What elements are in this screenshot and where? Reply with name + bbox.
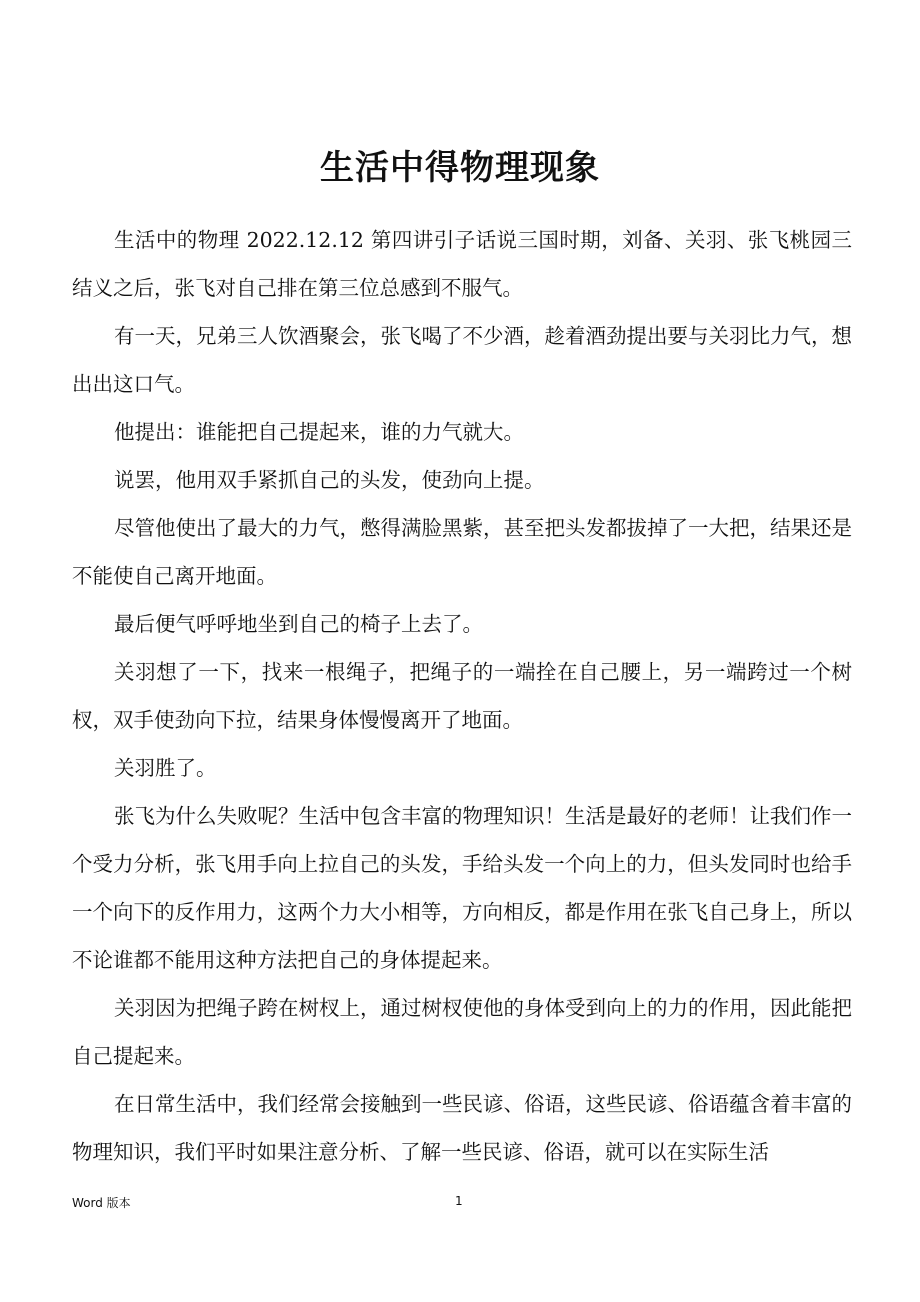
document-body <box>72 216 852 1176</box>
paragraph: 他提出：谁能把自己提起来，谁的力气就大。 <box>114 420 524 444</box>
footer-label: Word 版本 <box>72 1196 131 1210</box>
paragraph: 关羽胜了。 <box>114 756 217 780</box>
paragraph: 张飞为什么失败呢？生活中包含丰富的物理知识！生活是最好的老师！让我们作一个受力分析，张飞用手向上拉自己的头发，手给头发一个向上的力，但头发同时也给手一个向下的反作用力，这两个力大小相等，方向相反，都是作用在张飞自己身上，所以不论谁都不能用这种方法把自己的身体提起来。 <box>72 804 852 972</box>
paragraph: 尽管他使出了最大的力气，憋得满脸黑紫，甚至把头发都拔掉了一大把，结果还是不能使自己离开地面。 <box>72 516 852 588</box>
paragraph: 生活中的物理 2022.12.12 第四讲引子话说三国时期，刘备、关羽、张飞桃园三结义之后，张飞对自己排在第三位总感到不服气。 <box>72 228 852 300</box>
document-title: 生活中得物理现象 <box>320 148 600 188</box>
paragraph: 说罢，他用双手紧抓自己的头发，使劲向上提。 <box>114 468 545 492</box>
paragraph: 关羽想了一下，找来一根绳子，把绳子的一端拴在自己腰上，另一端跨过一个树杈，双手使劲向下拉，结果身体慢慢离开了地面。 <box>72 660 852 732</box>
paragraph: 最后便气呼呼地坐到自己的椅子上去了。 <box>114 612 483 636</box>
paragraph: 有一天，兄弟三人饮酒聚会，张飞喝了不少酒，趁着酒劲提出要与关羽比力气，想出出这口气。 <box>72 324 852 396</box>
paragraph: 在日常生活中，我们经常会接触到一些民谚、俗语，这些民谚、俗语蕴含着丰富的物理知识，我们平时如果注意分析、了解一些民谚、俗语，就可以在实际生活 <box>72 1092 852 1164</box>
paragraph: 关羽因为把绳子跨在树杈上，通过树杈使他的身体受到向上的力的作用，因此能把自己提起来。 <box>72 996 852 1068</box>
page-number: 1 <box>455 1194 463 1208</box>
